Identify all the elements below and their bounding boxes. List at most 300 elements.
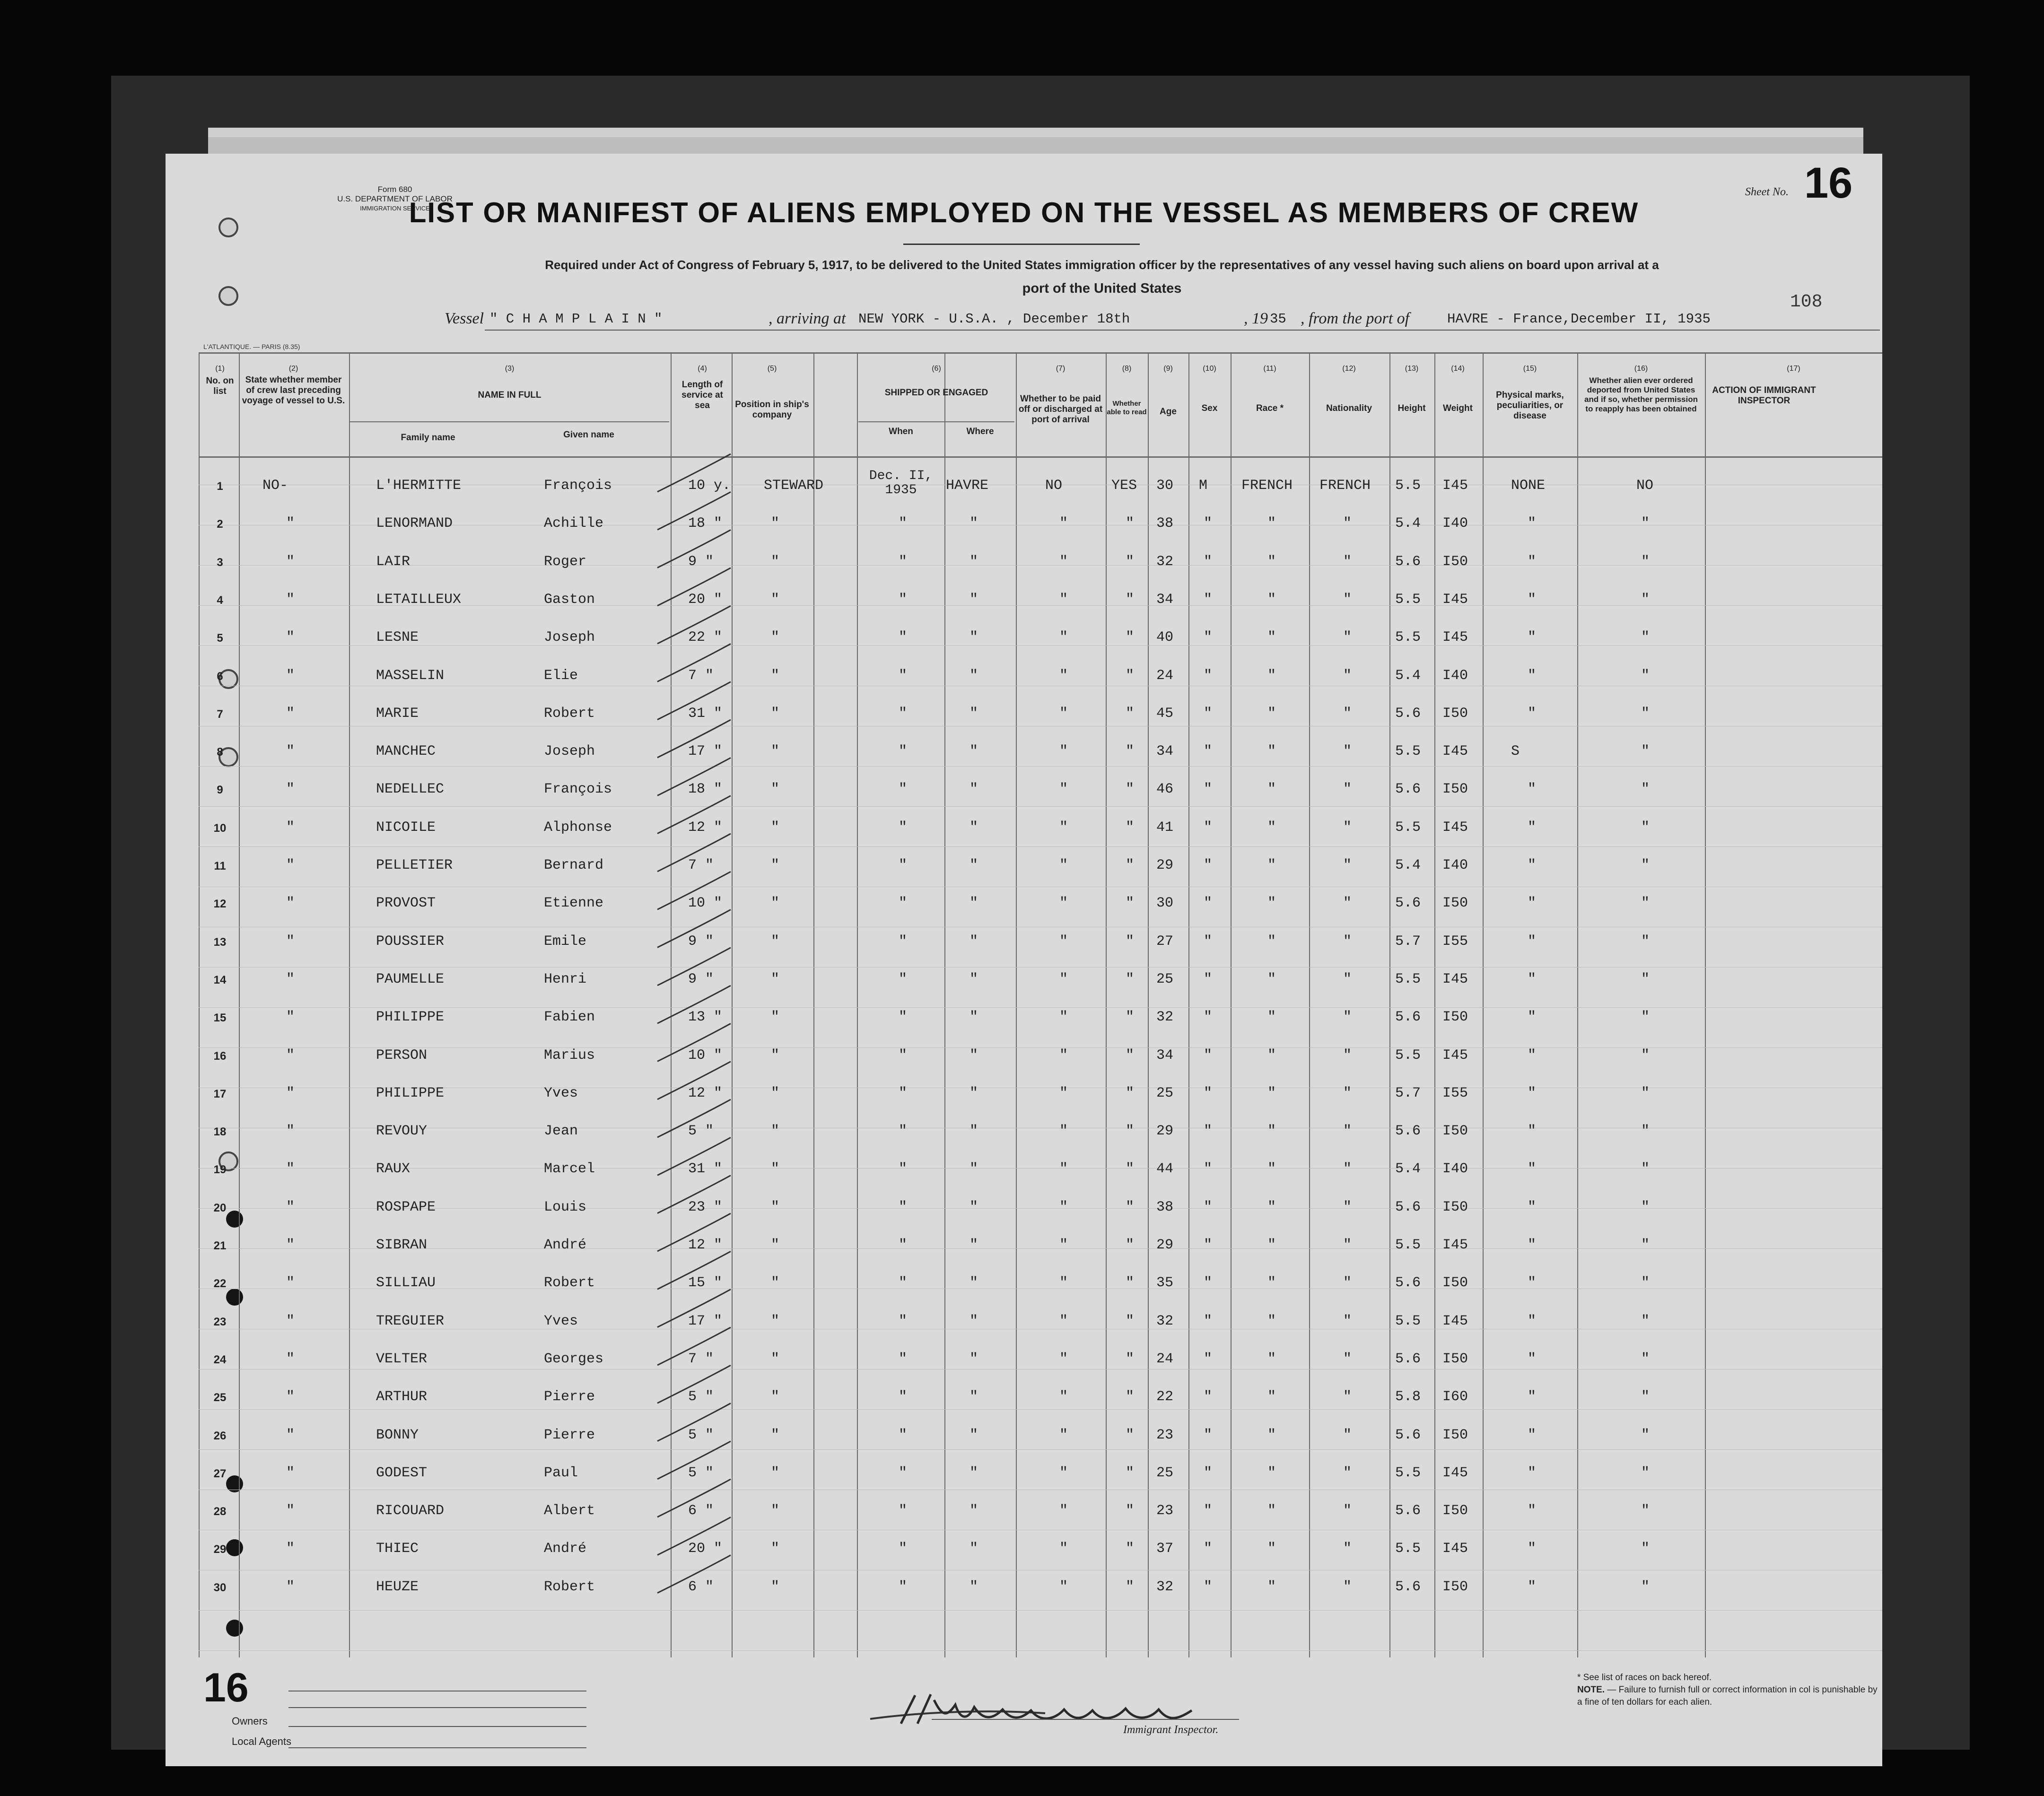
- where-cell: ": [970, 857, 978, 873]
- sex-cell: ": [1204, 1275, 1213, 1291]
- position-cell: ": [771, 1351, 780, 1367]
- able-to-read-cell: ": [1126, 857, 1135, 873]
- sex-cell: ": [1204, 895, 1213, 912]
- where-cell: ": [970, 1578, 978, 1595]
- family-name-cell: TREGUIER: [376, 1313, 445, 1329]
- age-cell: 29: [1156, 1237, 1174, 1253]
- position-cell: ": [771, 1161, 780, 1177]
- when-cell: ": [899, 971, 908, 987]
- sex-cell: ": [1204, 1085, 1213, 1101]
- footer-note: [1577, 1672, 1882, 1709]
- able-to-read-cell: ": [1126, 705, 1135, 722]
- height-cell: 5.5: [1395, 1237, 1421, 1253]
- deported-cell: ": [1641, 1237, 1650, 1253]
- state-cell: ": [286, 1503, 295, 1519]
- footer-rule: [288, 1726, 586, 1727]
- row-number-cell: 22: [213, 1277, 227, 1290]
- nationality-cell: ": [1343, 1123, 1352, 1140]
- deported-cell: ": [1641, 1503, 1650, 1519]
- age-cell: 37: [1156, 1541, 1174, 1557]
- age-cell: 44: [1156, 1161, 1174, 1177]
- able-to-read-cell: ": [1126, 515, 1135, 532]
- given-name-cell: Alphonse: [544, 819, 612, 836]
- sex-cell: ": [1204, 1465, 1213, 1481]
- race-cell: ": [1267, 1541, 1276, 1557]
- family-name-cell: HEUZE: [376, 1578, 419, 1595]
- given-name-cell: André: [544, 1237, 587, 1253]
- state-cell: ": [286, 1427, 295, 1443]
- when-cell: ": [899, 705, 908, 722]
- physical-marks-cell: ": [1528, 933, 1537, 950]
- table-column-rule: [1705, 352, 1706, 1657]
- row-number-cell: 11: [214, 860, 226, 872]
- column-number: (8): [1122, 365, 1132, 373]
- weight-cell: I45: [1442, 1541, 1468, 1557]
- where-cell: ": [970, 1199, 978, 1215]
- age-cell: 29: [1156, 1123, 1174, 1140]
- when-cell: ": [899, 933, 908, 950]
- row-number-cell: 3: [217, 556, 223, 569]
- given-name-cell: Marius: [544, 1047, 595, 1064]
- age-cell: 27: [1156, 933, 1174, 950]
- height-cell: 5.6: [1395, 1199, 1421, 1215]
- table-column-rule: [349, 352, 350, 1657]
- nationality-cell: ": [1343, 705, 1352, 722]
- when-cell: ": [899, 1009, 908, 1026]
- header-state: State whether member of crew last preceding voyage of vessel to U.S.: [242, 375, 345, 406]
- weight-cell: I50: [1442, 895, 1468, 912]
- when-cell: ": [899, 781, 908, 798]
- where-cell: ": [970, 1313, 978, 1329]
- family-name-cell: THIEC: [376, 1541, 419, 1557]
- position-cell: STEWARD: [764, 478, 824, 494]
- table-column-rule: [1231, 352, 1232, 1657]
- state-cell: ": [286, 1275, 295, 1291]
- row-number-cell: 30: [213, 1581, 227, 1594]
- race-cell: ": [1267, 667, 1276, 684]
- nationality-cell: ": [1343, 1578, 1352, 1595]
- length-cell: 15 ": [688, 1275, 723, 1291]
- race-cell: ": [1267, 1503, 1276, 1519]
- deported-cell: ": [1641, 629, 1650, 646]
- table-column-rule: [671, 352, 672, 1657]
- state-cell: ": [286, 1047, 295, 1064]
- family-name-cell: VELTER: [376, 1351, 428, 1367]
- nationality-cell: ": [1343, 553, 1352, 570]
- deported-cell: ": [1641, 1389, 1650, 1405]
- race-cell: ": [1267, 1351, 1276, 1367]
- able-to-read-cell: ": [1126, 895, 1135, 912]
- from-port: HAVRE - France,December II, 1935: [1447, 311, 1711, 327]
- able-to-read-cell: ": [1126, 667, 1135, 684]
- paid-off-cell: ": [1059, 1541, 1068, 1557]
- physical-marks-cell: ": [1528, 1237, 1537, 1253]
- able-to-read-cell: ": [1126, 1123, 1135, 1140]
- deported-cell: ": [1641, 667, 1650, 684]
- position-cell: ": [771, 1275, 780, 1291]
- race-cell: ": [1267, 1275, 1276, 1291]
- table-header-rule: [199, 456, 1882, 458]
- given-name-cell: Albert: [544, 1503, 595, 1519]
- column-number: (2): [288, 365, 298, 373]
- state-cell: ": [286, 1237, 295, 1253]
- nationality-cell: ": [1343, 1389, 1352, 1405]
- able-to-read-cell: ": [1126, 1427, 1135, 1443]
- paid-off-cell: ": [1059, 629, 1068, 646]
- when-cell: ": [899, 1313, 908, 1329]
- nationality-cell: ": [1343, 1085, 1352, 1101]
- inspector-rule: [932, 1719, 1239, 1720]
- state-cell: ": [286, 629, 295, 646]
- weight-cell: I45: [1442, 591, 1468, 608]
- race-cell: ": [1267, 857, 1276, 873]
- weight-cell: I45: [1442, 629, 1468, 646]
- nationality-cell: ": [1343, 1427, 1352, 1443]
- sex-cell: ": [1204, 1009, 1213, 1026]
- able-to-read-cell: ": [1126, 1009, 1135, 1026]
- paid-off-cell: ": [1059, 553, 1068, 570]
- nationality-cell: ": [1343, 1009, 1352, 1026]
- nationality-cell: ": [1343, 1503, 1352, 1519]
- sex-cell: ": [1204, 1199, 1213, 1215]
- weight-cell: I50: [1442, 781, 1468, 798]
- age-cell: 34: [1156, 591, 1174, 608]
- when-cell: ": [899, 1427, 908, 1443]
- header-paid-off: Whether to be paid off or discharged at port of arrival: [1018, 394, 1103, 425]
- where-cell: ": [970, 553, 978, 570]
- position-cell: ": [771, 1009, 780, 1026]
- paid-off-cell: ": [1059, 743, 1068, 760]
- deported-cell: ": [1641, 515, 1650, 532]
- punch-hole: [226, 1289, 243, 1306]
- able-to-read-cell: ": [1126, 1465, 1135, 1481]
- physical-marks-cell: S: [1511, 743, 1520, 760]
- paid-off-cell: ": [1059, 1275, 1068, 1291]
- table-row-rule: [199, 1208, 1882, 1209]
- row-number-cell: 24: [213, 1353, 227, 1366]
- weight-cell: I40: [1442, 857, 1468, 873]
- weight-cell: I60: [1442, 1389, 1468, 1405]
- height-cell: 5.6: [1395, 781, 1421, 798]
- given-name-cell: Robert: [544, 705, 595, 722]
- table-column-rule: [1434, 352, 1435, 1657]
- row-number-cell: 19: [213, 1163, 227, 1177]
- family-name-cell: L'HERMITTE: [376, 478, 462, 494]
- when-cell: ": [899, 667, 908, 684]
- deported-cell: ": [1641, 1275, 1650, 1291]
- physical-marks-cell: ": [1528, 591, 1537, 608]
- position-cell: ": [771, 1085, 780, 1101]
- state-cell: ": [286, 1161, 295, 1177]
- family-name-cell: SIBRAN: [376, 1237, 428, 1253]
- year-value: 35: [1270, 311, 1286, 327]
- row-number-cell: 4: [217, 593, 223, 607]
- able-to-read-cell: ": [1126, 1351, 1135, 1367]
- footer-sheet-number: 16: [203, 1665, 249, 1710]
- from-label: , from the port of: [1301, 310, 1410, 327]
- able-to-read-cell: ": [1126, 591, 1135, 608]
- weight-cell: I50: [1442, 1503, 1468, 1519]
- height-cell: 5.5: [1395, 1313, 1421, 1329]
- physical-marks-cell: ": [1528, 1085, 1537, 1101]
- race-cell: ": [1267, 743, 1276, 760]
- height-cell: 5.6: [1395, 1578, 1421, 1595]
- when-cell: ": [899, 1161, 908, 1177]
- header-weight: Weight: [1443, 403, 1473, 413]
- arriving-label: , arriving at: [769, 310, 846, 327]
- length-cell: 12 ": [688, 819, 723, 836]
- state-cell: ": [286, 781, 295, 798]
- height-cell: 5.7: [1395, 1085, 1421, 1101]
- header-name-in-full: NAME IN FULL: [478, 390, 542, 400]
- shipped-subheader-rule: [858, 421, 1014, 422]
- able-to-read-cell: ": [1126, 1199, 1135, 1215]
- height-cell: 5.5: [1395, 819, 1421, 836]
- able-to-read-cell: ": [1126, 1237, 1135, 1253]
- where-cell: ": [970, 705, 978, 722]
- given-name-cell: Achille: [544, 515, 604, 532]
- nationality-cell: ": [1343, 629, 1352, 646]
- race-cell: ": [1267, 1085, 1276, 1101]
- nationality-cell: ": [1343, 1313, 1352, 1329]
- state-cell: ": [286, 591, 295, 608]
- state-cell: ": [286, 1313, 295, 1329]
- state-cell: ": [286, 1351, 295, 1367]
- paid-off-cell: ": [1059, 1578, 1068, 1595]
- race-cell: ": [1267, 933, 1276, 950]
- where-cell: ": [970, 743, 978, 760]
- row-number-cell: 16: [213, 1049, 227, 1063]
- table-row-rule: [199, 846, 1882, 847]
- family-name-cell: SILLIAU: [376, 1275, 436, 1291]
- sex-cell: ": [1204, 1161, 1213, 1177]
- deported-cell: ": [1641, 1009, 1650, 1026]
- state-cell: ": [286, 819, 295, 836]
- able-to-read-cell: ": [1126, 781, 1135, 798]
- age-cell: 41: [1156, 819, 1174, 836]
- table-column-rule: [813, 352, 814, 1657]
- paid-off-cell: ": [1059, 1313, 1068, 1329]
- height-cell: 5.5: [1395, 1541, 1421, 1557]
- column-number: (1): [215, 365, 225, 373]
- position-cell: ": [771, 933, 780, 950]
- length-cell: 9 ": [688, 971, 714, 987]
- when-cell: ": [899, 553, 908, 570]
- row-number-cell: 26: [213, 1429, 227, 1442]
- sheet-label: Sheet No.: [1745, 186, 1789, 198]
- state-cell: ": [286, 705, 295, 722]
- family-name-cell: RAUX: [376, 1161, 411, 1177]
- sex-cell: ": [1204, 705, 1213, 722]
- height-cell: 5.6: [1395, 1351, 1421, 1367]
- given-name-cell: Elie: [544, 667, 578, 684]
- paid-off-cell: ": [1059, 705, 1068, 722]
- where-cell: ": [970, 1161, 978, 1177]
- arriving-at: NEW YORK - U.S.A. , December 18th: [858, 311, 1130, 327]
- sex-cell: ": [1204, 1123, 1213, 1140]
- when-cell: ": [899, 1541, 908, 1557]
- table-row-rule: [199, 1007, 1882, 1008]
- family-name-cell: PROVOST: [376, 895, 436, 912]
- length-cell: 10 y.: [688, 478, 731, 494]
- requirement-line-1: Required under Act of Congress of February 5, 1917, to be delivered to the United States immigration officer by the representatives of any vessel having such aliens on board upon arrival at a: [545, 258, 1659, 272]
- reference-number: 108: [1790, 292, 1823, 312]
- physical-marks-cell: ": [1528, 1199, 1537, 1215]
- physical-marks-cell: ": [1528, 1275, 1537, 1291]
- nationality-cell: ": [1343, 515, 1352, 532]
- row-number-cell: 15: [213, 1011, 227, 1025]
- note-penalty: [1577, 1684, 1882, 1709]
- able-to-read-cell: ": [1126, 553, 1135, 570]
- physical-marks-cell: ": [1528, 1047, 1537, 1064]
- able-to-read-cell: ": [1126, 1161, 1135, 1177]
- state-cell: ": [286, 1009, 295, 1026]
- length-cell: 5 ": [688, 1427, 714, 1443]
- paid-off-cell: ": [1059, 1503, 1068, 1519]
- table-row-rule: [199, 565, 1882, 566]
- state-cell: ": [286, 1085, 295, 1101]
- paid-off-cell: ": [1059, 591, 1068, 608]
- deported-cell: ": [1641, 1427, 1650, 1443]
- nationality-cell: FRENCH: [1319, 478, 1371, 494]
- deported-cell: ": [1641, 933, 1650, 950]
- nationality-cell: ": [1343, 1161, 1352, 1177]
- where-cell: ": [970, 1389, 978, 1405]
- when-cell: ": [899, 591, 908, 608]
- race-cell: ": [1267, 1427, 1276, 1443]
- table-top-rule: [199, 352, 1882, 354]
- height-cell: 5.5: [1395, 971, 1421, 987]
- physical-marks-cell: ": [1528, 667, 1537, 684]
- vessel-label: Vessel: [445, 310, 484, 327]
- sex-cell: M: [1199, 478, 1208, 494]
- family-name-cell: PAUMELLE: [376, 971, 445, 987]
- column-number: (9): [1163, 365, 1173, 373]
- state-cell: ": [286, 1541, 295, 1557]
- given-name-cell: Emile: [544, 933, 587, 950]
- physical-marks-cell: ": [1528, 895, 1537, 912]
- paid-off-cell: ": [1059, 1009, 1068, 1026]
- age-cell: 34: [1156, 1047, 1174, 1064]
- nationality-cell: ": [1343, 1199, 1352, 1215]
- position-cell: ": [771, 1389, 780, 1405]
- column-number: (4): [698, 365, 707, 373]
- nationality-cell: ": [1343, 1351, 1352, 1367]
- header-no: No. on list: [206, 376, 234, 396]
- sex-cell: ": [1204, 781, 1213, 798]
- physical-marks-cell: ": [1528, 1351, 1537, 1367]
- weight-cell: I50: [1442, 1427, 1468, 1443]
- sex-cell: ": [1204, 819, 1213, 836]
- row-number-cell: 21: [213, 1239, 227, 1252]
- age-cell: 25: [1156, 971, 1174, 987]
- when-cell: ": [899, 1465, 908, 1481]
- paid-off-cell: ": [1059, 1351, 1068, 1367]
- race-cell: ": [1267, 515, 1276, 532]
- vessel-line-rule: [485, 330, 1880, 331]
- length-cell: 31 ": [688, 1161, 723, 1177]
- row-number-cell: 29: [213, 1543, 227, 1556]
- weight-cell: I45: [1442, 743, 1468, 760]
- row-number-cell: 6: [217, 670, 223, 683]
- able-to-read-cell: ": [1126, 1313, 1135, 1329]
- header-able-to-read: Whether able to read: [1107, 400, 1147, 416]
- sex-cell: ": [1204, 1503, 1213, 1519]
- weight-cell: I50: [1442, 1275, 1468, 1291]
- race-cell: ": [1267, 1161, 1276, 1177]
- family-name-cell: LAIR: [376, 553, 411, 570]
- sex-cell: ": [1204, 667, 1213, 684]
- physical-marks-cell: ": [1528, 515, 1537, 532]
- age-cell: 23: [1156, 1503, 1174, 1519]
- when-cell: Dec. II, 1935: [869, 469, 933, 497]
- given-name-cell: Roger: [544, 553, 587, 570]
- column-number: (15): [1523, 365, 1537, 373]
- table-column-rule: [199, 352, 200, 1657]
- row-number-cell: 17: [213, 1087, 227, 1100]
- header-height: Height: [1398, 403, 1426, 413]
- department: U.S. DEPARTMENT OF LABOR: [337, 194, 453, 203]
- position-cell: ": [771, 857, 780, 873]
- where-cell: ": [970, 819, 978, 836]
- position-cell: ": [771, 1465, 780, 1481]
- when-cell: ": [899, 1199, 908, 1215]
- column-number: (16): [1634, 365, 1648, 373]
- where-cell: ": [970, 1351, 978, 1367]
- paid-off-cell: ": [1059, 1389, 1068, 1405]
- state-cell: ": [286, 553, 295, 570]
- sex-cell: ": [1204, 1427, 1213, 1443]
- state-cell: ": [286, 1199, 295, 1215]
- column-number: (6): [932, 365, 941, 373]
- sex-cell: ": [1204, 1351, 1213, 1367]
- nationality-cell: ": [1343, 1465, 1352, 1481]
- able-to-read-cell: ": [1126, 971, 1135, 987]
- able-to-read-cell: ": [1126, 1578, 1135, 1595]
- binder-hole: [218, 286, 238, 306]
- where-cell: ": [970, 1465, 978, 1481]
- where-cell: ": [970, 667, 978, 684]
- row-number-cell: 13: [213, 935, 227, 949]
- row-number-cell: 28: [213, 1505, 227, 1518]
- height-cell: 5.6: [1395, 1009, 1421, 1026]
- state-cell: ": [286, 857, 295, 873]
- header-sex: Sex: [1201, 403, 1218, 413]
- row-number-cell: 23: [213, 1315, 227, 1328]
- physical-marks-cell: ": [1528, 857, 1537, 873]
- height-cell: 5.4: [1395, 667, 1421, 684]
- note-text: — Failure to furnish full or correct information in col is punishable by a fine of ten dollars for each alien.: [1577, 1685, 1878, 1707]
- row-number-cell: 5: [217, 632, 223, 645]
- physical-marks-cell: ": [1528, 629, 1537, 646]
- paid-off-cell: ": [1059, 781, 1068, 798]
- column-number: (3): [505, 365, 515, 373]
- position-cell: ": [771, 1199, 780, 1215]
- deported-cell: ": [1641, 1123, 1650, 1140]
- note-races: * See list of races on back hereof.: [1577, 1673, 1712, 1683]
- given-name-cell: Jean: [544, 1123, 578, 1140]
- height-cell: 5.7: [1395, 933, 1421, 950]
- table-column-rule: [1389, 352, 1390, 1657]
- state-cell: ": [286, 1578, 295, 1595]
- family-name-cell: PERSON: [376, 1047, 428, 1064]
- header-action: ACTION OF IMMIGRANT INSPECTOR: [1712, 385, 1816, 406]
- length-cell: 17 ": [688, 1313, 723, 1329]
- nationality-cell: ": [1343, 667, 1352, 684]
- weight-cell: I50: [1442, 1199, 1468, 1215]
- given-name-cell: Georges: [544, 1351, 604, 1367]
- page-title: LIST OR MANIFEST OF ALIENS EMPLOYED ON THE VESSEL AS MEMBERS OF CREW: [409, 197, 1639, 228]
